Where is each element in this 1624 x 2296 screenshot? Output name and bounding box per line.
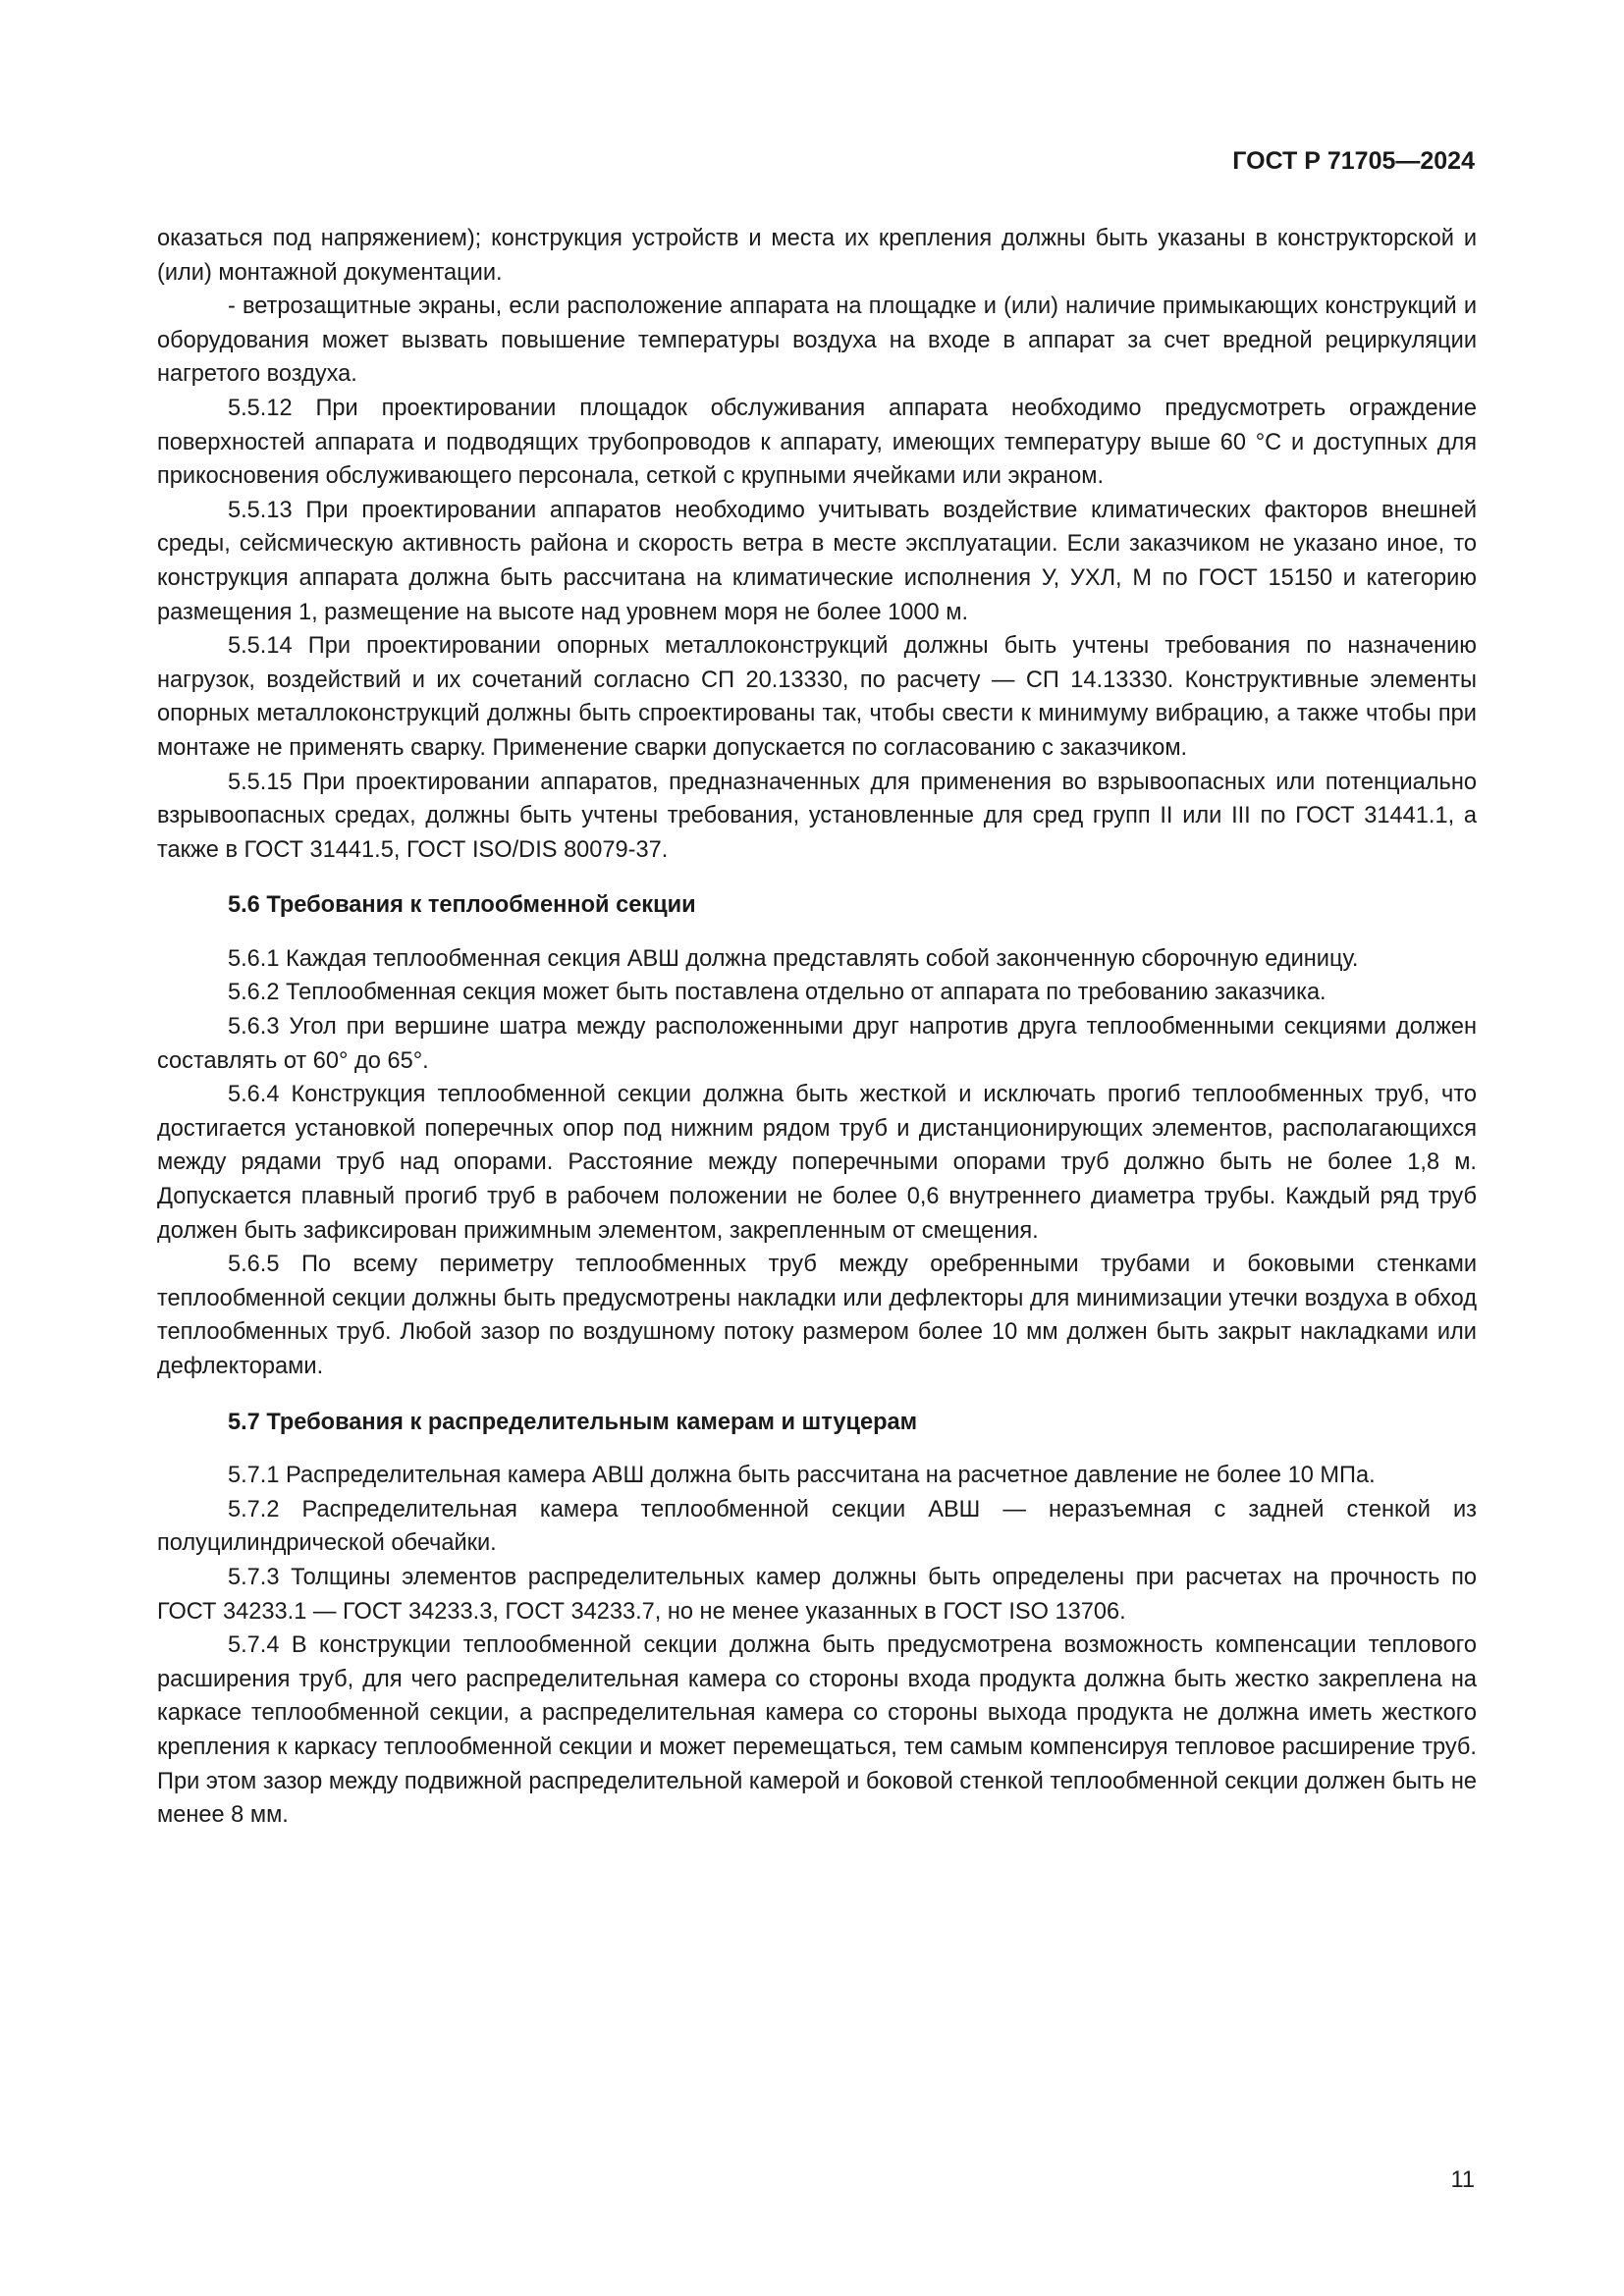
paragraph: 5.6.2 Теплообменная секция может быть поставлена отдельно от аппарата по требованию заказчика. (228, 980, 1326, 1006)
paragraph: 5.6.5 По всему периметру теплообменных труб между оребренными трубами и боковыми стенками теплообменной секции должны быть предусмотрены накладки или дефлекторы для минимизации утечки воздуха в обход теплообменных труб. Любой зазор по воздушному потоку размером более 10 мм должен быть закрыт накладками или дефлекторами. (157, 1252, 1477, 1379)
paragraph: 5.5.15 При проектировании аппаратов, предназначенных для применения во взрывоопасных или потенциально взрывоопасных средах, должны быть учтены требования, установленные для сред групп II или III по ГОСТ 31441.1, а также в ГОСТ 31441.5, ГОСТ ISO/DIS 80079-37. (157, 769, 1477, 863)
section-heading: 5.7 Требования к распределительным камерам и штуцерам (228, 1409, 918, 1435)
page-number: 11 (1450, 2167, 1475, 2193)
document-body (157, 222, 1477, 1833)
paragraph: 5.6.4 Конструкция теплообменной секции должна быть жесткой и исключать прогиб теплообменных труб, что достигается установкой поперечных опор под нижним рядом труб и дистанционирующих элементов, располагающихся между рядами труб над опорами. Расстояние между поперечными опорами труб должно быть не более 1,8 м. Допускается плавный прогиб труб в рабочем положении не более 0,6 внутреннего диаметра трубы. Каждый ряд труб должен быть зафиксирован прижимным элементом, закрепленным от смещения. (157, 1082, 1477, 1244)
paragraph: 5.7.2 Распределительная камера теплообменной секции АВШ — неразъемная с задней стенкой из полуцилиндрической обечайки. (157, 1496, 1477, 1557)
paragraph: оказаться под напряжением); конструкция устройств и места их крепления должны быть указаны в конструкторской и (или) монтажной документации. (157, 226, 1477, 286)
paragraph: 5.7.1 Распределительная камера АВШ должна быть рассчитана на расчетное давление не более 10 МПа. (228, 1463, 1376, 1489)
paragraph: 5.6.3 Угол при вершине шатра между расположенными друг напротив друга теплообменными секциями должен составлять от 60° до 65°. (157, 1014, 1477, 1074)
document-header-id: ГОСТ Р 71705—2024 (1232, 147, 1475, 175)
paragraph: 5.5.14 При проектировании опорных металлоконструкций должны быть учтены требования по назначению нагрузок, воздействий и их сочетаний согласно СП 20.13330, по расчету — СП 14.13330. Конструктивные элементы опорных металлоконструкций должны быть спроектированы так, чтобы свести к минимуму вибрацию, а также чтобы при монтаже не применять сварку. Применение сварки допускается по согласованию с заказчиком. (157, 633, 1477, 761)
paragraph: 5.5.12 При проектировании площадок обслуживания аппарата необходимо предусмотреть ограждение поверхностей аппарата и подводящих трубопроводов к аппарату, имеющих температуру выше 60 °С и доступных для прикосновения обслуживающего персонала, сеткой с крупными ячейками или экраном. (157, 395, 1477, 490)
paragraph: 5.6.1 Каждая теплообменная секция АВШ должна представлять собой законченную сборочную единицу. (228, 945, 1359, 972)
paragraph: 5.7.4 В конструкции теплообменной секции должна быть предусмотрена возможность компенсации теплового расширения труб, для чего распределительная камера со стороны входа продукта должна быть жестко закреплена на каркасе теплообменной секции, а распределительная камера со стороны выхода продукта не должна иметь жесткого крепления к каркасу теплообменной секции и может перемещаться, тем самым компенсируя тепловое расширение труб. При этом зазор между подвижной распределительной камерой и боковой стенкой теплообменной секции должен быть не менее 8 мм. (157, 1632, 1477, 1829)
paragraph: - ветрозащитные экраны, если расположение аппарата на площадке и (или) наличие примыкающих конструкций и оборудования может вызвать повышение температуры воздуха на входе в аппарат за счет вредной рециркуляции нагретого воздуха. (157, 294, 1477, 388)
paragraph: 5.5.13 При проектировании аппаратов необходимо учитывать воздействие климатических факторов внешней среды, сейсмическую активность района и скорость ветра в месте эксплуатации. Если заказчиком не указано иное, то конструкция аппарата должна быть рассчитана на климатические исполнения У, УХЛ, М по ГОСТ 15150 и категорию размещения 1, размещение на высоте над уровнем моря не более 1000 м. (157, 497, 1477, 625)
section-heading: 5.6 Требования к теплообменной секции (228, 892, 696, 919)
paragraph: 5.7.3 Толщины элементов распределительных камер должны быть определены при расчетах на прочность по ГОСТ 34233.1 — ГОСТ 34233.3, ГОСТ 34233.7, но не менее указанных в ГОСТ ISO 13706. (157, 1564, 1477, 1625)
